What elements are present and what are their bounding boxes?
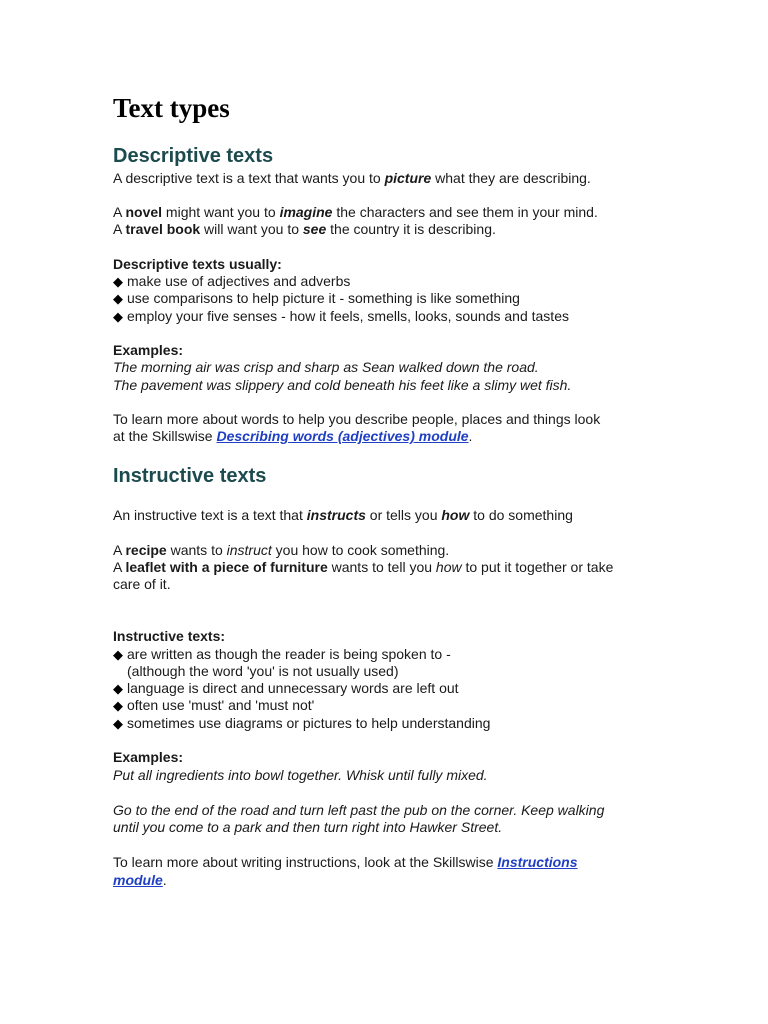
instructive-heading: Instructive texts [113, 465, 267, 487]
instructive-example-2-line-2: until you come to a park and then turn right into Hawker Street. [113, 819, 503, 835]
diamond-bullet-icon: ◆ [113, 716, 123, 731]
descriptive-travel-line: A travel book will want you to see the country it is describing. [113, 221, 496, 237]
descriptive-example-2: The pavement was slippery and cold beneath his feet like a slimy wet fish. [113, 377, 572, 393]
instructive-example-2-line-1: Go to the end of the road and turn left past the pub on the corner. Keep walking [113, 802, 605, 818]
instructive-intro: An instructive text is a text that instructs or tells you how to do something [113, 507, 573, 523]
descriptive-learn-line-1: To learn more about words to help you describe people, places and things look [113, 411, 601, 427]
instructive-recipe-line: A recipe wants to instruct you how to cook something. [113, 542, 450, 558]
instructive-learn-line-2: module. [113, 872, 167, 888]
instructive-learn-line-1: To learn more about writing instructions, look at the Skillswise Instructions [113, 854, 578, 870]
descriptive-examples-label: Examples: [113, 342, 184, 358]
diamond-bullet-icon: ◆ [113, 681, 123, 696]
diamond-bullet-icon: ◆ [113, 647, 123, 662]
descriptive-example-1: The morning air was crisp and sharp as Sean walked down the road. [113, 359, 539, 375]
diamond-bullet-icon: ◆ [113, 291, 123, 306]
instructive-leaflet-continued: care of it. [113, 576, 171, 592]
list-item: ◆ language is direct and unnecessary words are left out [113, 680, 459, 696]
diamond-bullet-icon: ◆ [113, 309, 123, 324]
instructions-module-link-continued[interactable]: module [113, 872, 163, 888]
instructive-texts-label: Instructive texts: [113, 628, 226, 644]
instructive-examples-label: Examples: [113, 749, 184, 765]
diamond-bullet-icon: ◆ [113, 698, 123, 713]
descriptive-heading: Descriptive texts [113, 145, 274, 167]
instructions-module-link[interactable]: Instructions [497, 854, 578, 870]
descriptive-usually-label: Descriptive texts usually: [113, 256, 282, 272]
list-item: ◆ employ your five senses - how it feels, smells, looks, sounds and tastes [113, 308, 569, 324]
list-item: ◆ make use of adjectives and adverbs [113, 273, 351, 289]
descriptive-novel-line: A novel might want you to imagine the characters and see them in your mind. [113, 204, 598, 220]
list-item: ◆ sometimes use diagrams or pictures to help understanding [113, 715, 491, 731]
instructive-leaflet-line: A leaflet with a piece of furniture wants to tell you how to put it together or take [113, 559, 614, 575]
descriptive-intro: A descriptive text is a text that wants you to picture what they are describing. [113, 170, 591, 186]
page-title: Text types [113, 93, 230, 123]
descriptive-learn-line-2: at the Skillswise Describing words (adjectives) module. [113, 428, 473, 444]
list-item: ◆ use comparisons to help picture it - something is like something [113, 290, 520, 306]
list-item: ◆ often use 'must' and 'must not' [113, 697, 315, 713]
describing-words-module-link[interactable]: Describing words (adjectives) module [216, 428, 469, 444]
diamond-bullet-icon: ◆ [113, 274, 123, 289]
instructive-example-1: Put all ingredients into bowl together. Whisk until fully mixed. [113, 767, 488, 783]
list-item-continuation: (although the word 'you' is not usually used) [127, 663, 399, 679]
list-item: ◆ are written as though the reader is being spoken to - [113, 646, 451, 662]
